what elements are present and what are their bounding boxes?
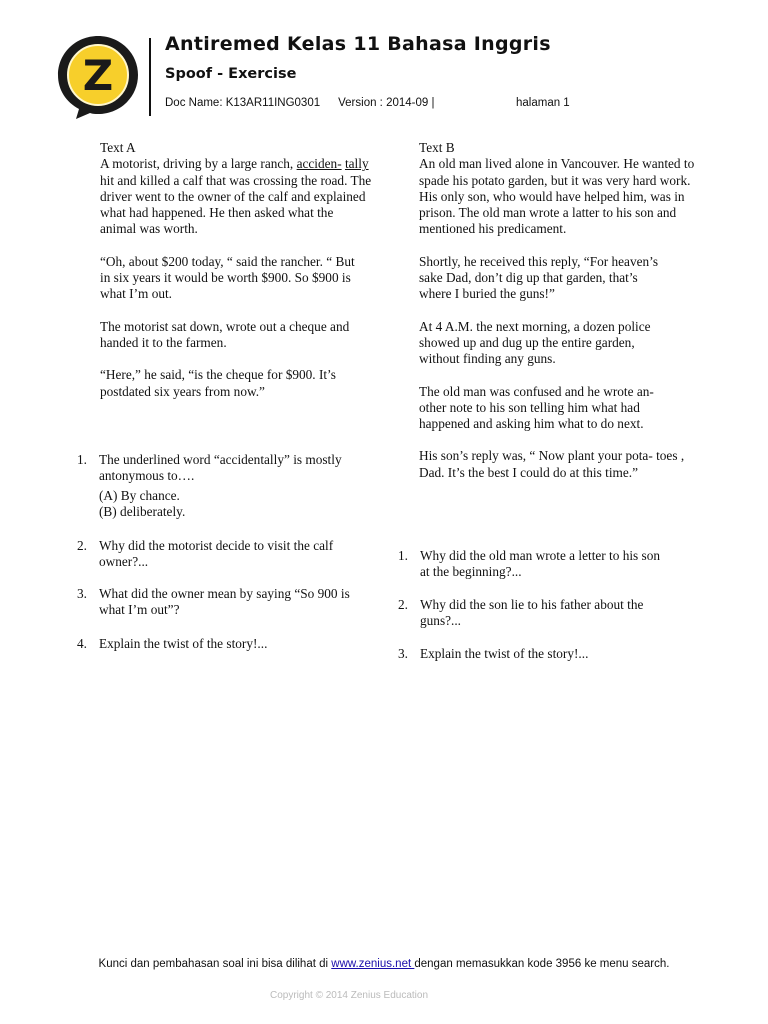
footer-text-start: Kunci dan pembahasan soal ini bisa dilihat di bbox=[98, 958, 332, 970]
question-number: 4. bbox=[77, 636, 87, 651]
text-b-paragraph-1: An old man lived alone in Vancouver. He wanted to spade his potato garden, but it was very hard work. His only son, who would have helped him, was in prison. The old man wrote a latter to his son and mentioned his predicament. bbox=[419, 156, 695, 237]
copyright: Copyright © 2014 Zenius Education bbox=[270, 990, 429, 1001]
question-text: Explain the twist of the story!... bbox=[420, 646, 589, 661]
question-text: Why did the son lie to his father about the guns?... bbox=[420, 597, 644, 629]
text-b-paragraph-5: His son’s reply was, “ Now plant your pota- toes , Dad. It’s the best I could do at this time.” bbox=[419, 448, 685, 480]
footer-text-end: dengan memasukkan kode 3956 ke menu search. bbox=[414, 958, 670, 970]
page-title: Antiremed Kelas 11 Bahasa Inggris bbox=[165, 33, 551, 55]
text-b-heading: Text B bbox=[419, 140, 455, 155]
question-text: Explain the twist of the story!... bbox=[99, 636, 268, 651]
text-b-paragraph-3: At 4 A.M. the next morning, a dozen police showed up and dug up the entire garden, without finding any guns. bbox=[419, 318, 651, 367]
text-b-column bbox=[419, 140, 699, 481]
text-a-paragraph-2: “Oh, about $200 today, “ said the rancher. “ But in six years it would be worth $900. So $900 is what I’m out. bbox=[100, 253, 355, 302]
underlined-word-part-2: tally bbox=[344, 156, 369, 172]
question-number: 2. bbox=[77, 538, 87, 553]
question-text: Why did the old man wrote a letter to his son at the beginning?... bbox=[420, 548, 661, 580]
question-number: 3. bbox=[77, 586, 87, 601]
zenius-link[interactable]: www.zenius.net bbox=[331, 958, 415, 970]
question-text: Why did the motorist decide to visit the calf owner?... bbox=[99, 538, 334, 570]
text-b-paragraph-2: Shortly, he received this reply, “For heaven’s sake Dad, don’t dig up that garden, that’s where I buried the guns!” bbox=[419, 253, 659, 302]
doc-name: Doc Name: K13AR11ING0301 bbox=[165, 97, 321, 109]
text-a-paragraph-3: The motorist sat down, wrote out a cheque and handed it to the farmen. bbox=[100, 318, 350, 350]
doc-version: Version : 2014-09 | bbox=[338, 97, 435, 109]
header-divider bbox=[149, 38, 151, 116]
text-a-p1-start: A motorist, driving by a large ranch, bbox=[100, 156, 297, 172]
text-a-paragraph-4: “Here,” he said, “is the cheque for $900. It’s postdated six years from now.” bbox=[100, 367, 336, 399]
text-a-heading: Text A bbox=[100, 140, 136, 155]
footer-note bbox=[60, 958, 708, 971]
doc-info bbox=[165, 97, 434, 109]
text-a-column bbox=[100, 140, 372, 400]
page-subtitle: Spoof - Exercise bbox=[165, 66, 297, 82]
question-text: What did the owner mean by saying “So 900 is what I’m out”? bbox=[99, 586, 350, 618]
logo-letter: Z bbox=[82, 51, 114, 100]
question-number: 2. bbox=[398, 597, 408, 612]
option-b: (B) deliberately. bbox=[99, 504, 186, 519]
question-number: 1. bbox=[77, 452, 87, 467]
page-number: halaman 1 bbox=[516, 97, 570, 109]
question-number: 3. bbox=[398, 646, 408, 661]
zenius-logo bbox=[54, 32, 142, 120]
text-a-p1-end: hit and killed a calf that was crossing the road. The driver went to the owner of the calf and explained what had happened. He then asked what the animal was worth. bbox=[100, 172, 372, 237]
text-a-paragraph-1 bbox=[100, 156, 372, 237]
underlined-word-part-1: acciden- bbox=[296, 156, 342, 172]
question-number: 1. bbox=[398, 548, 408, 563]
question-text: The underlined word “accidentally” is mostly antonymous to…. bbox=[99, 452, 342, 484]
option-a: (A) By chance. bbox=[99, 488, 180, 503]
text-b-paragraph-4: The old man was confused and he wrote an- other note to his son telling him what had happened and asking him what to do next. bbox=[419, 383, 654, 432]
